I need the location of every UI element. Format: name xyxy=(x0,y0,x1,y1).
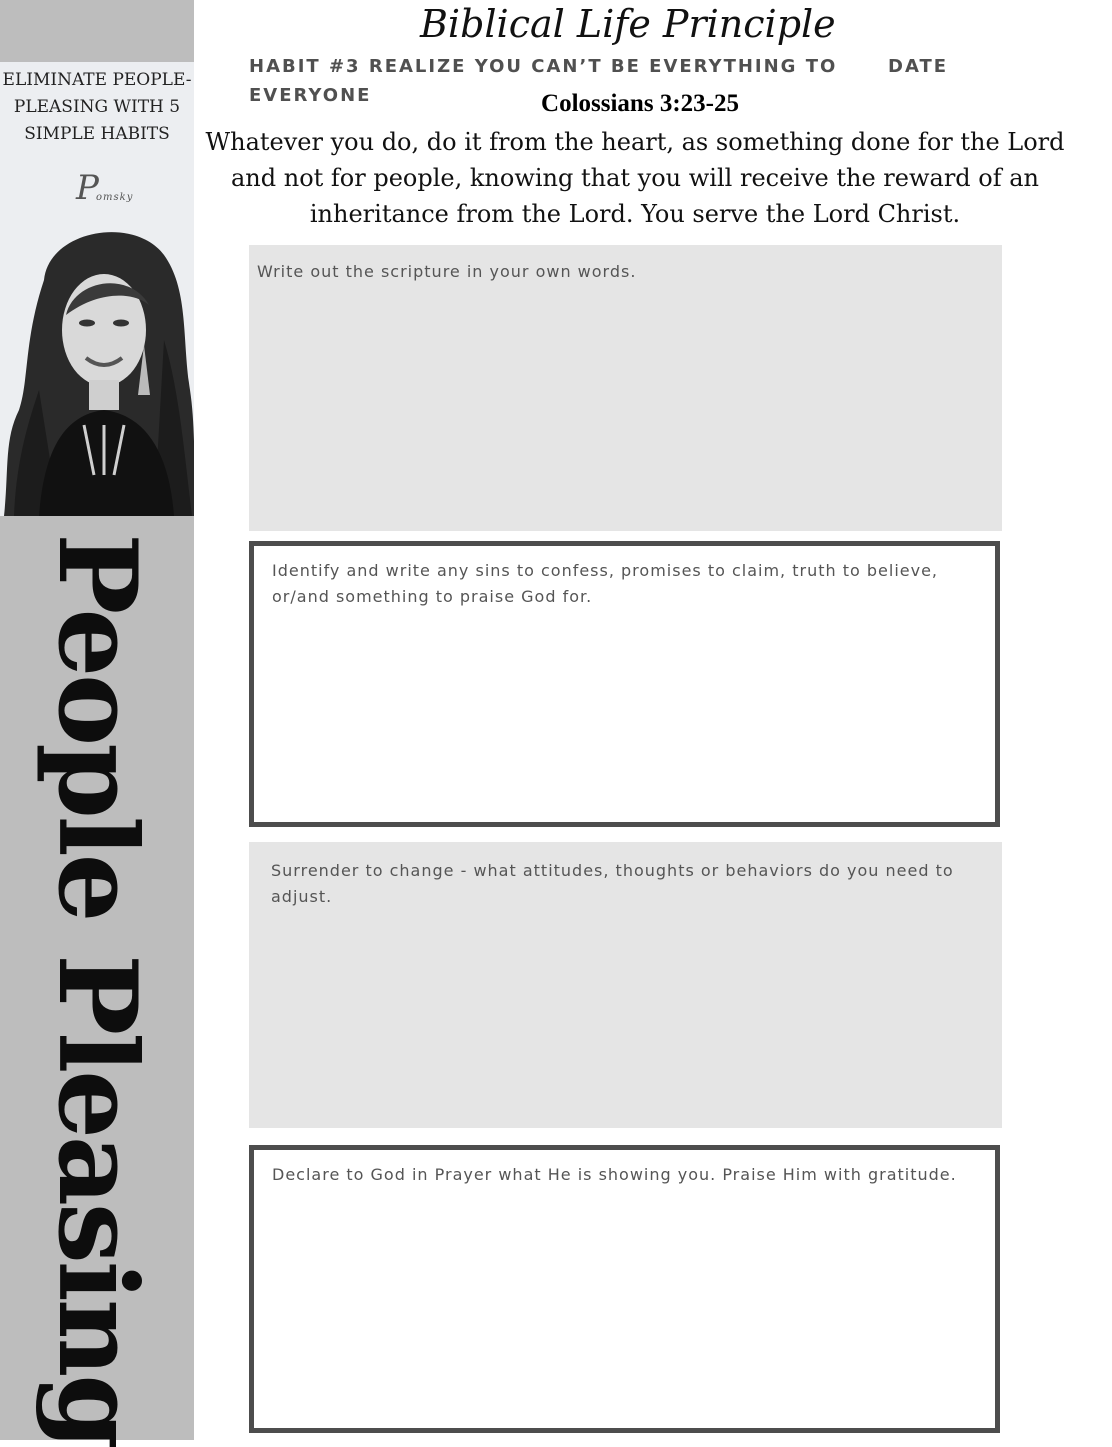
box-prompt: Identify and write any sins to confess, promises to claim, truth to believe, or/and something to praise God for. xyxy=(272,561,938,606)
page-title: Biblical Life Principle xyxy=(420,2,836,46)
writing-box-identify[interactable] xyxy=(249,541,1000,827)
box-prompt: Declare to God in Prayer what He is showing you. Praise Him with gratitude. xyxy=(272,1165,957,1184)
vertical-book-title: People Pleasing xyxy=(34,533,160,1447)
box-prompt: Write out the scripture in your own words. xyxy=(257,262,637,281)
date-label: DATE xyxy=(888,56,949,77)
author-portrait-photo xyxy=(4,220,194,516)
scripture-reference: Colossians 3:23-25 xyxy=(541,90,739,117)
signature-logo xyxy=(74,168,144,214)
writing-box-surrender[interactable] xyxy=(249,842,1002,1128)
sidebar-top-band xyxy=(0,0,194,62)
writing-box-declare[interactable] xyxy=(249,1145,1000,1433)
book-cover-card xyxy=(0,62,194,516)
book-title: ELIMINATE PEOPLE-PLEASING WITH 5 SIMPLE HABITS xyxy=(2,70,192,144)
sidebar xyxy=(0,0,194,1447)
box-prompt: Surrender to change - what attitudes, thoughts or behaviors do you need to adjust. xyxy=(271,861,954,906)
scripture-text: Whatever you do, do it from the heart, as something done for the Lord and not for people, knowing that you will receive the reward of an inheritance from the Lord. You serve the Lord Christ. xyxy=(205,128,1065,228)
signature-initial: P xyxy=(76,168,99,208)
writing-box-paraphrase[interactable] xyxy=(249,245,1002,531)
signature-name: omsky xyxy=(96,192,134,203)
habit-heading: HABIT #3 REALIZE YOU CAN’T BE EVERYTHING TO EVERYONE xyxy=(249,56,838,106)
